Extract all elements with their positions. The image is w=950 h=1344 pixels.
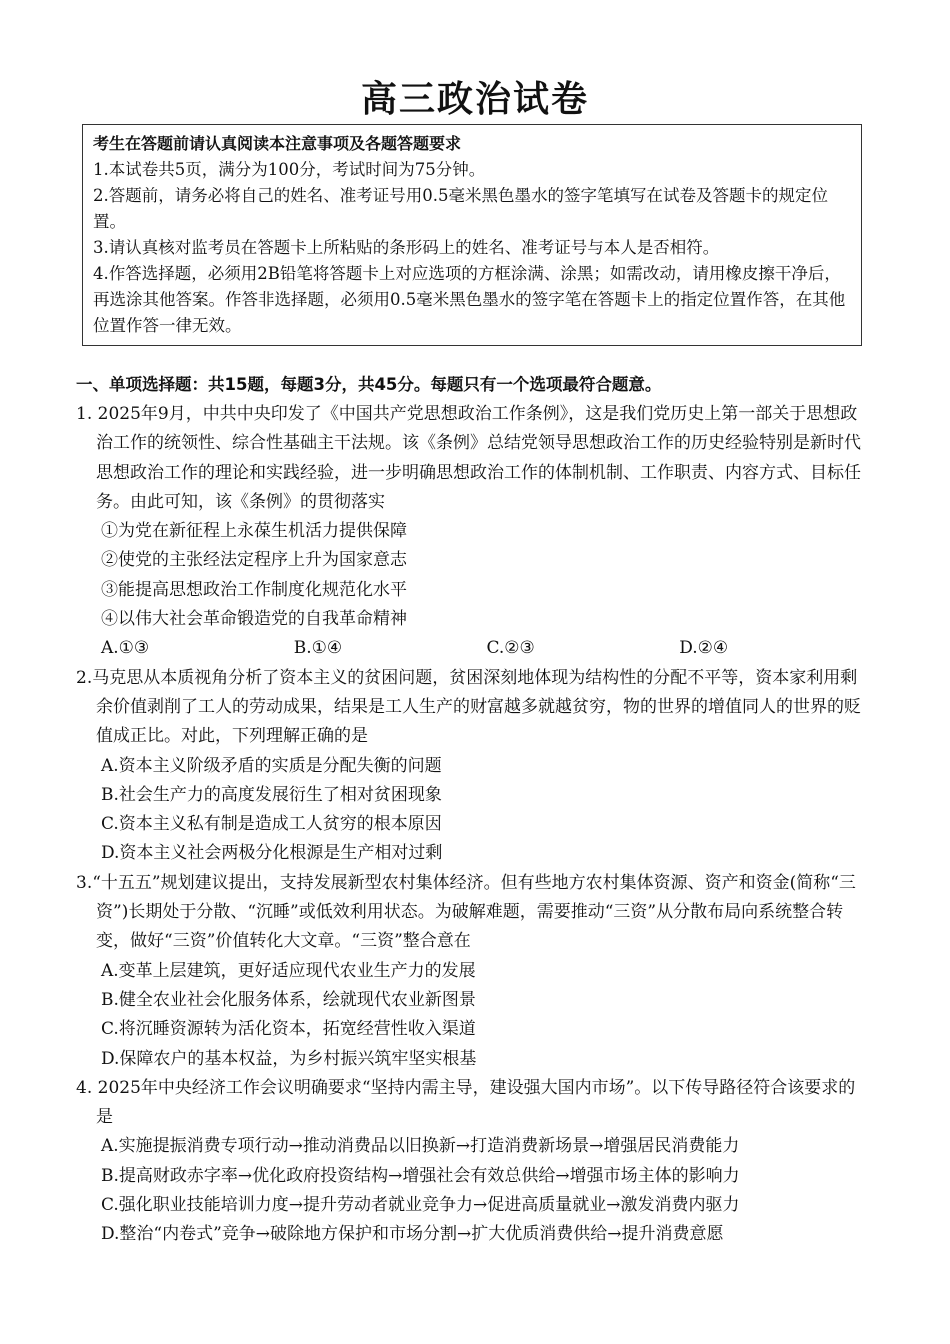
answer-option: D.保障农户的基本权益，为乡村振兴筑牢坚实根基 — [101, 1048, 477, 1069]
answer-option: C.强化职业技能培训力度→提升劳动者就业竞争力→促进高质量就业→激发消费内驱力 — [101, 1195, 740, 1216]
page-title: 高三政治试卷 — [360, 79, 589, 120]
answer-option: C.②③ — [486, 638, 535, 659]
notice-item: 2.答题前，请务必将自己的姓名、准考证号用0.5毫米黑色墨水的签字笔填写在试卷及答题卡的规定位置。 — [93, 186, 828, 231]
section-heading: 一、单项选择题：共15题，每题3分，共45分。每题只有一个选项最符合题意。 — [76, 375, 662, 394]
answer-option: B.提高财政赤字率→优化政府投资结构→增强社会有效总供给→增强市场主体的影响力 — [101, 1165, 740, 1186]
questions-list — [76, 400, 872, 1250]
notice-item: 1.本试卷共5页，满分为100分，考试时间为75分钟。 — [93, 160, 486, 179]
question-1 — [76, 400, 872, 664]
answer-option: C.资本主义私有制是造成工人贫穷的根本原因 — [101, 814, 442, 835]
answer-option: A.资本主义阶级矛盾的实质是分配失衡的问题 — [101, 755, 442, 776]
notice-item: 3.请认真核对监考员在答题卡上所粘贴的条形码上的姓名、准考证号与本人是否相符。 — [93, 238, 720, 257]
answer-option: D.资本主义社会两极分化根源是生产相对过剩 — [101, 843, 443, 864]
question-statement: ③能提高思想政治工作制度化规范化水平 — [101, 579, 407, 600]
question-stem: 3.“十五五”规划建议提出，支持发展新型农村集体经济。但有些地方农村集体资源、资产和资金(简称“三资”)长期处于分散、“沉睡”或低效利用状态。为破解难题，需要推动“三资”从分散布局向系统整合转变，做好“三资”价值转化大文章。“三资”整合意在 — [76, 872, 856, 952]
answer-option: A.实施提振消费专项行动→推动消费品以旧换新→打造消费新场景→增强居民消费能力 — [101, 1136, 740, 1157]
answer-option: D.整治“内卷式”竞争→破除地方保护和市场分割→扩大优质消费供给→提升消费意愿 — [101, 1224, 724, 1245]
question-3 — [76, 869, 872, 1074]
question-stem: 1. 2025年9月，中共中央印发了《中国共产党思想政治工作条例》，这是我们党历史上第一部关于思想政治工作的统领性、综合性基础主干法规。该《条例》总结党领导思想政治工作的历史经验特别是新时代思想政治工作的理论和实践经验，进一步明确思想政治工作的体制机制、工作职责、内容方式、目标任务。由此可知，该《条例》的贯彻落实 — [76, 404, 861, 512]
answer-option: D.②④ — [679, 638, 729, 659]
answer-option: A.变革上层建筑，更好适应现代农业生产力的发展 — [101, 960, 476, 981]
question-2 — [76, 664, 872, 869]
answer-option: B.①④ — [293, 638, 343, 659]
answer-option: C.将沉睡资源转为活化资本，拓宽经营性收入渠道 — [101, 1019, 476, 1040]
notice-item: 4.作答选择题，必须用2B铅笔将答题卡上对应选项的方框涂满、涂黑；如需改动，请用橡皮擦干净后，再选涂其他答案。作答非选择题，必须用0.5毫米黑色墨水的签字笔在答题卡上的指定位置作答，在其他位置作答一律无效。 — [93, 264, 846, 335]
answer-options-row — [76, 634, 872, 663]
answer-option: B.社会生产力的高度发展衍生了相对贫困现象 — [101, 784, 442, 805]
answer-option: A.①③ — [101, 638, 150, 659]
question-stem: 2.马克思从本质视角分析了资本主义的贫困问题，贫困深刻地体现为结构性的分配不平等，资本家利用剩余价值剥削了工人的劳动成果，结果是工人生产的财富越多就越贫穷，物的世界的增值同人的世界的贬值成正比。对此，下列理解正确的是 — [76, 667, 861, 747]
answer-option: B.健全农业社会化服务体系，绘就现代农业新图景 — [101, 989, 476, 1010]
question-4 — [76, 1074, 872, 1250]
notice-heading: 考生在答题前请认真阅读本注意事项及各题答题要求 — [93, 134, 462, 153]
question-statement: ②使党的主张经法定程序上升为国家意志 — [101, 550, 407, 571]
question-statement: ①为党在新征程上永葆生机活力提供保障 — [101, 521, 407, 542]
question-stem: 4. 2025年中央经济工作会议明确要求“坚持内需主导，建设强大国内市场”。以下传导路径符合该要求的是 — [76, 1077, 856, 1128]
notice-box — [82, 124, 862, 346]
question-statement: ④以伟大社会革命锻造党的自我革命精神 — [101, 609, 407, 630]
